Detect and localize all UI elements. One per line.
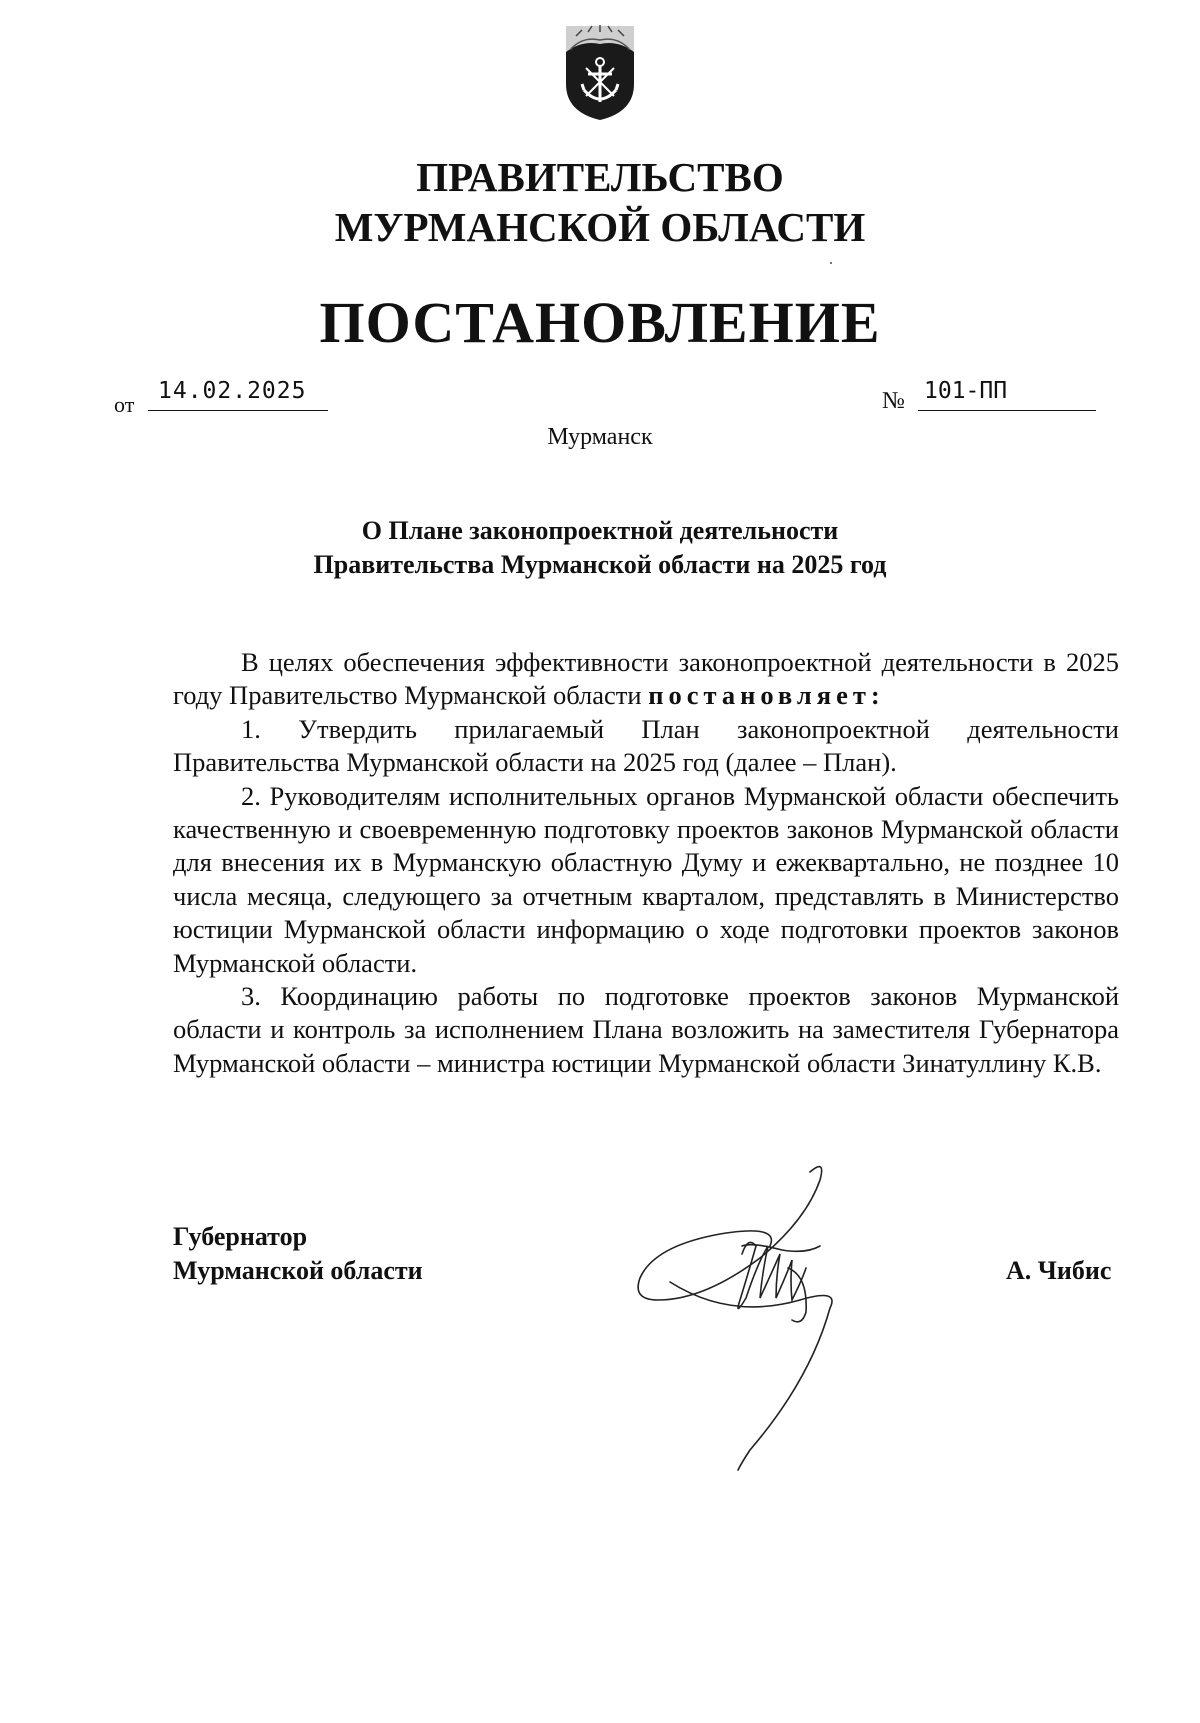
- subject-line2: Правительства Мурманской области на 2025 год: [313, 550, 887, 579]
- signer-name: А. Чибис: [1006, 1256, 1112, 1285]
- decree-word: постановляет:: [648, 680, 885, 711]
- number-prefix: №: [882, 388, 905, 414]
- signer-title-line1: Губернатор: [173, 1222, 308, 1251]
- org-title-line2: МУРМАНСКОЙ ОБЛАСТИ: [334, 204, 866, 250]
- city: Мурманск: [547, 424, 653, 450]
- document-type: ПОСТАНОВЛЕНИЕ: [319, 290, 881, 355]
- body-item-3: 3. Координацию работы по подготовке проектов законов Мурманской области и контроль за исполнением Плана возложить на заместителя Губернатора Мурманской области – министра юстиции Мурманской области Зинатуллину К.В.: [173, 981, 1119, 1078]
- body-intro-paragraph: [173, 646, 1119, 713]
- number-value: 101-ПП: [918, 378, 1096, 411]
- body-intro: В целях обеспечения эффективности законопроектной деятельности в 2025 году Правительство Мурманской области: [173, 647, 1119, 711]
- document-body: [173, 646, 1119, 1080]
- handwritten-signature: [630, 1150, 890, 1480]
- scan-artifact: [830, 262, 832, 264]
- date-value: 14.02.2025: [148, 378, 328, 411]
- signer-title-line2: Мурманской области: [173, 1256, 423, 1285]
- signer-title: [173, 1220, 423, 1288]
- org-title-line1: ПРАВИТЕЛЬСТВО: [416, 154, 784, 200]
- date-prefix: от: [114, 392, 135, 417]
- coat-of-arms-icon: [562, 22, 638, 122]
- body-item-2: 2. Руководителям исполнительных органов Мурманской области обеспечить качественную и своевременную подготовку проектов законов Мурманской области для внесения их в Мурманскую областную Думу и ежеквартально, не позднее 10 числа месяца, следующего за отчетным кварталом, представлять в Министерство юстиции Мурманской области информацию о ходе подготовки проектов законов Мурманской области.: [173, 780, 1119, 978]
- subject-line1: О Плане законопроектной деятельности: [361, 516, 839, 545]
- body-item-1: 1. Утвердить прилагаемый План законопроектной деятельности Правительства Мурманской области на 2025 год (далее – План).: [173, 713, 1119, 778]
